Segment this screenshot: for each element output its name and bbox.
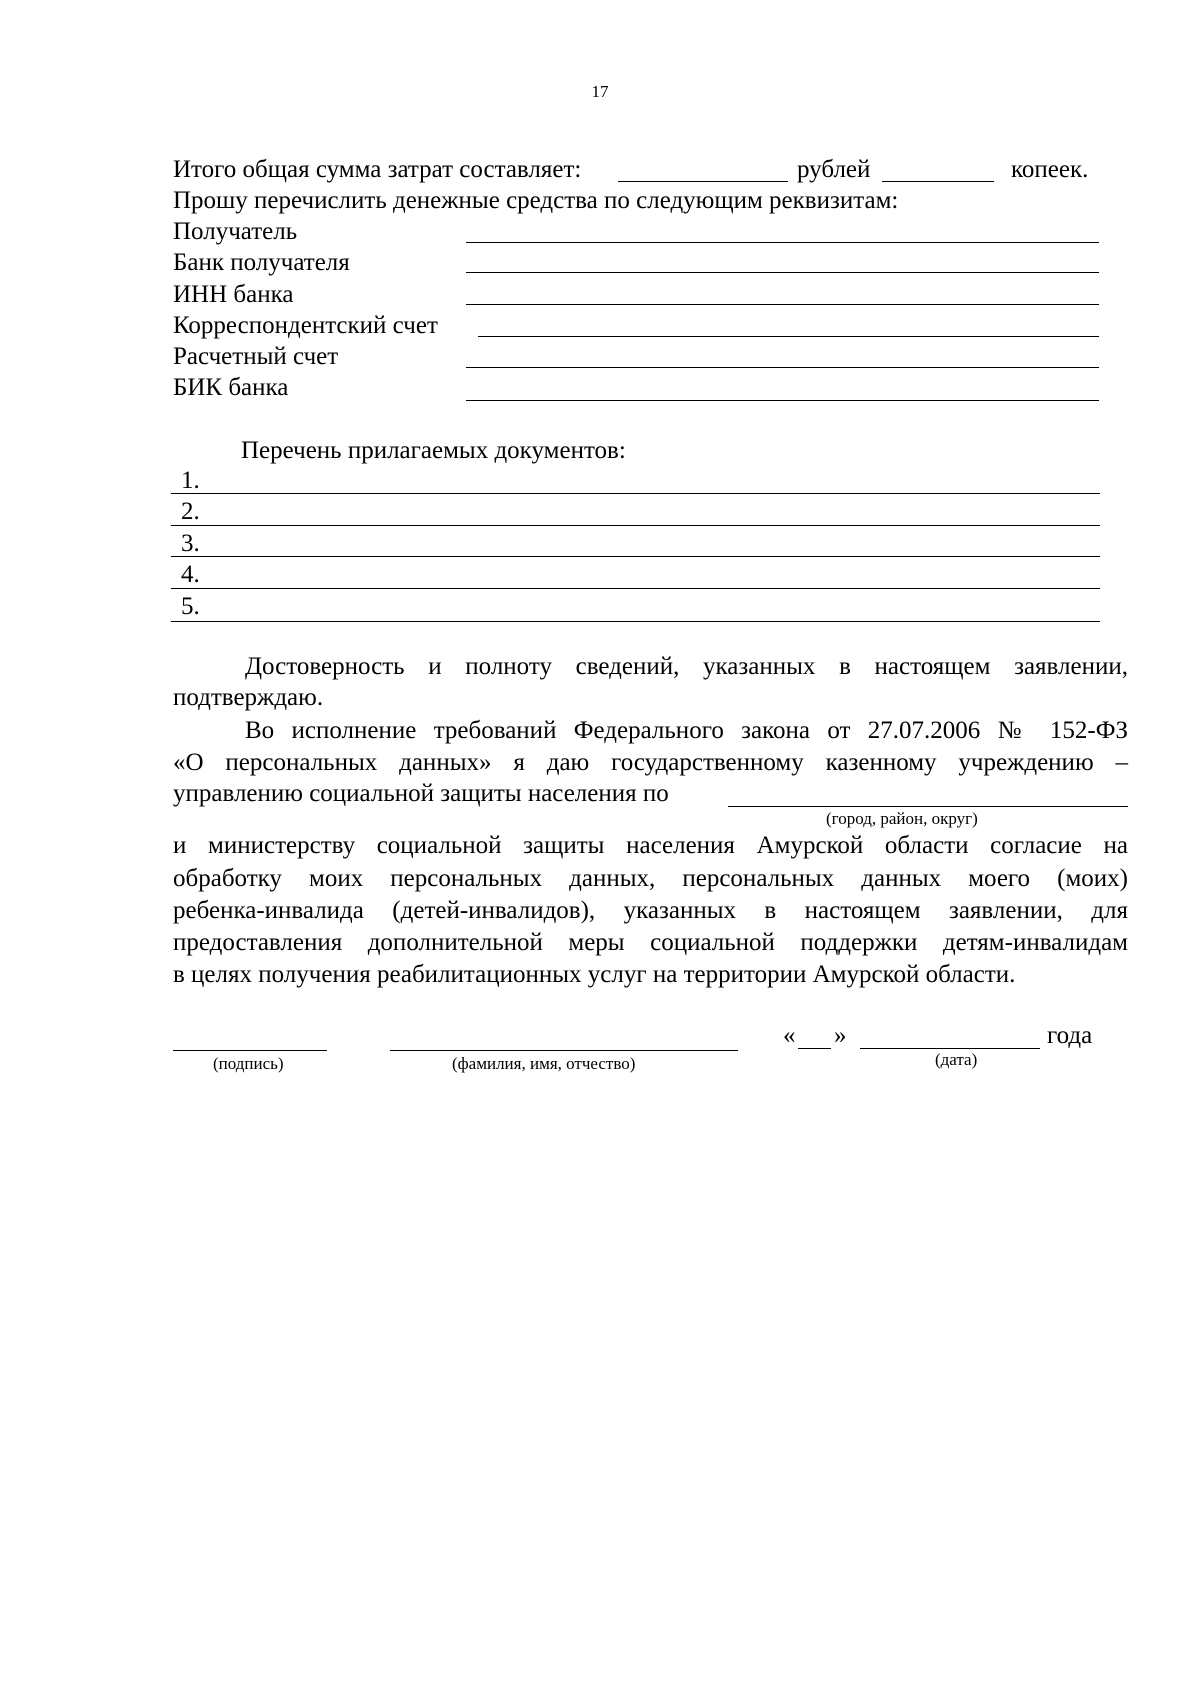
- request-text: Прошу перечислить денежные средства по следующим реквизитам:: [173, 187, 899, 214]
- requisite-field-recipient[interactable]: [466, 242, 1099, 243]
- rubles-label: рублей: [797, 156, 871, 183]
- documents-heading: Перечень прилагаемых документов:: [241, 437, 626, 464]
- district-field[interactable]: [728, 806, 1128, 807]
- document-item-number: 4.: [181, 561, 200, 588]
- signature-caption: (подпись): [213, 1054, 284, 1073]
- requisite-label-settlement-account: Расчетный счет: [173, 343, 339, 370]
- document-item-number: 3.: [181, 530, 200, 557]
- date-field[interactable]: [860, 1048, 1040, 1049]
- requisite-label-inn: ИНН банка: [173, 281, 294, 308]
- requisite-label-recipient: Получатель: [173, 218, 298, 245]
- document-item-line[interactable]: [171, 525, 1100, 526]
- document-item-line[interactable]: [171, 588, 1100, 589]
- consent-line-7: предоставления дополнительной меры социальной поддержки детям-инвалидам: [173, 929, 1128, 956]
- requisite-label-bik: БИК банка: [173, 374, 289, 401]
- consent-line-1: Во исполнение требований Федерального закона от 27.07.2006 № 152-ФЗ: [245, 717, 1128, 744]
- requisite-field-bik[interactable]: [466, 400, 1099, 401]
- year-word: года: [1047, 1022, 1093, 1049]
- fio-caption: (фамилия, имя, отчество): [452, 1054, 636, 1073]
- consent-line-3: управлению социальной защиты населения по: [173, 780, 669, 807]
- document-item-line[interactable]: [171, 621, 1100, 622]
- document-item-line[interactable]: [171, 493, 1100, 494]
- page-number: 17: [591, 82, 609, 101]
- kopecks-label: копеек.: [1011, 156, 1089, 183]
- requisite-field-bank[interactable]: [466, 272, 1099, 273]
- document-item-number: 1.: [181, 467, 200, 494]
- district-caption: (город, район, округ): [826, 809, 978, 828]
- consent-line-8: в целях получения реабилитационных услуг на территории Амурской области.: [173, 961, 1016, 988]
- date-open-quote: «: [783, 1022, 796, 1049]
- consent-line-2: «О персональных данных» я даю государственному казенному учреждению –: [173, 749, 1128, 776]
- date-caption: (дата): [935, 1050, 978, 1069]
- confirmation-line-1: Достоверность и полноту сведений, указанных в настоящем заявлении,: [245, 653, 1128, 680]
- consent-line-5: обработку моих персональных данных, персональных данных моего (моих): [173, 865, 1128, 892]
- confirmation-line-2: подтверждаю.: [173, 684, 324, 711]
- fio-field[interactable]: [390, 1050, 738, 1051]
- day-field[interactable]: [798, 1048, 831, 1049]
- document-item-line[interactable]: [171, 556, 1100, 557]
- document-item-number: 2.: [181, 498, 200, 525]
- kopecks-blank[interactable]: [882, 181, 994, 182]
- rubles-blank[interactable]: [618, 181, 788, 182]
- signature-field[interactable]: [173, 1050, 327, 1051]
- total-cost-label: Итого общая сумма затрат составляет:: [173, 156, 582, 183]
- requisite-field-inn[interactable]: [466, 304, 1099, 305]
- consent-line-4: и министерству социальной защиты населения Амурской области согласие на: [173, 832, 1128, 859]
- date-close-quote: »: [834, 1022, 847, 1049]
- document-item-number: 5.: [181, 593, 200, 620]
- requisite-field-settlement-account[interactable]: [466, 367, 1099, 368]
- requisite-field-corr-account[interactable]: [478, 336, 1099, 337]
- requisite-label-corr-account: Корреспондентский счет: [173, 312, 438, 339]
- requisite-label-bank: Банк получателя: [173, 249, 350, 276]
- consent-line-6: ребенка-инвалида (детей-инвалидов), указанных в настоящем заявлении, для: [173, 897, 1128, 924]
